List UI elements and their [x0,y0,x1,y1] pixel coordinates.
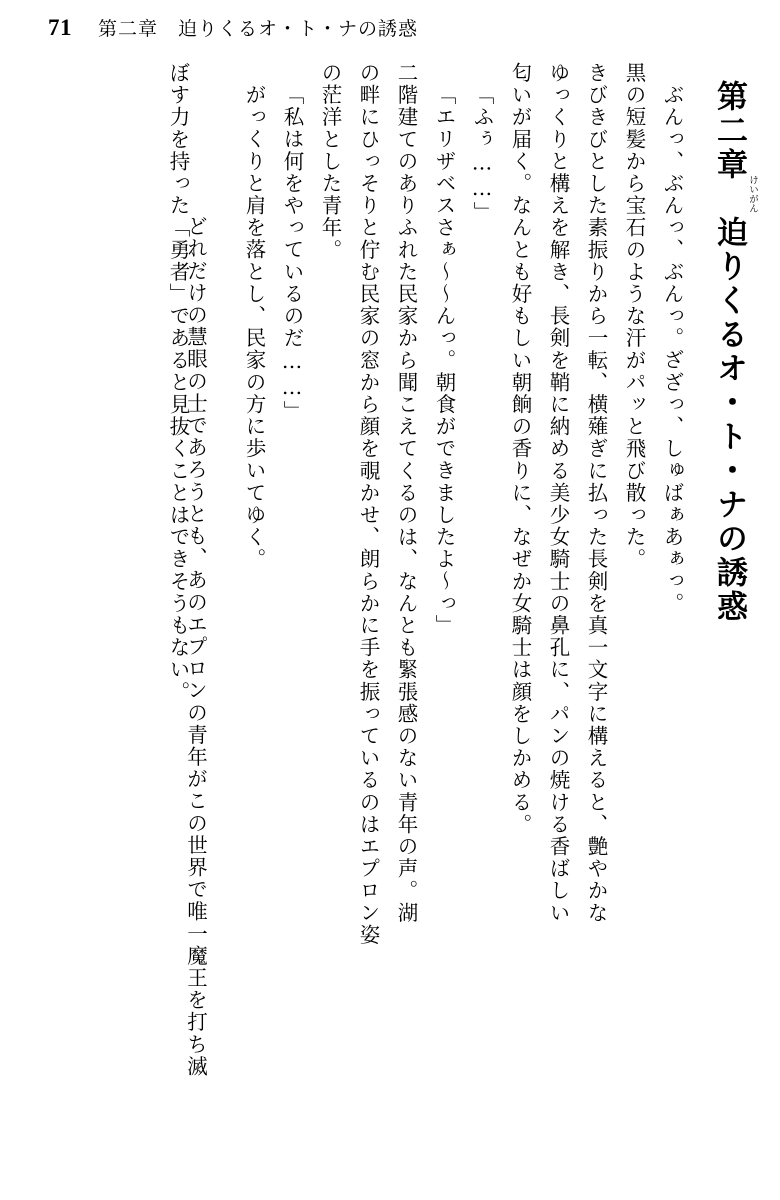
text-column: ぶんっ、ぶんっ、ぶんっ。ざざっ、しゅばぁあぁっ。 [660,84,684,615]
text-column: がっくりと肩を落とし、民家の方に歩いてゆく。 [242,84,266,571]
text-column: 「ふぅ……」 [470,84,494,224]
ruby-column-text: どれだけの慧眼の士であろうとも、あのエプロンの青年がこの世界で唯一魔王を打ち滅 [183,215,208,1078]
text-column: の茫洋とした青年。 [318,62,342,261]
text-column: 「私は何をやっているのだ……」 [280,84,304,423]
chapter-title: 第二章 迫りくるオ・ト・ナの誘惑 [711,80,747,624]
vertical-text-body [40,62,758,1182]
text-column: 匂いが届く。なんとも好もしい朝餉の香りに、なぜか女騎士は顔をしかめる。 [508,62,532,836]
text-column: ぼす力を持った「勇者」であると見抜くことはできそうもない。 [166,62,190,703]
text-column: の畔にひっそりと佇む民家の窓から顔を覗かせ、朗らかに手を振っているのはエプロン姿 [356,62,380,946]
text-column: 「エリザベスさぁ～～んっ。朝食ができましたよ～っ」 [432,84,456,637]
furigana-annotation: けいがん [747,174,758,213]
text-column: きびきびとした素振りから一転、横薙ぎに払った長剣を真一文字に構えると、艶やかな [584,62,608,924]
text-column: ゆっくりと構えを解き、長剣を鞘に納める美少女騎士の鼻孔に、パンの焼ける香ばしい [546,62,570,924]
text-column: 黒の短髪から宝石のような汗がパッと飛び散った。 [622,62,646,571]
page-number: 71 [48,15,72,40]
running-title: 第二章 迫りくるオ・ト・ナの誘惑 [98,18,419,40]
running-header [48,14,732,48]
text-column: 二階建てのありふれた民家から聞こえてくるのは、なんとも緊張感のない青年の声。湖 [394,62,418,924]
